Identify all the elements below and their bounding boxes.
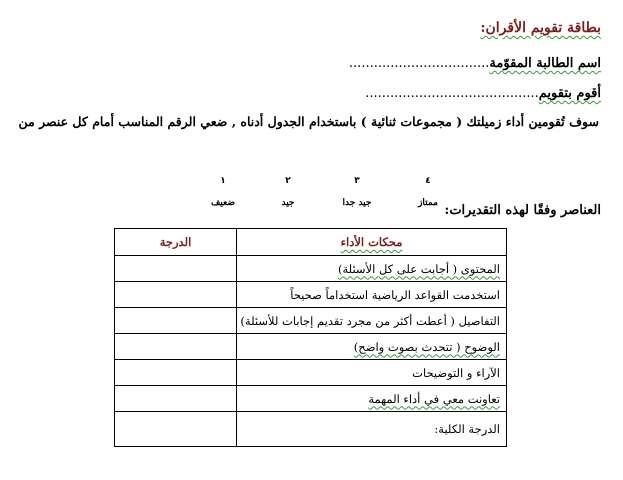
header-grade: الدرجة xyxy=(115,229,237,256)
grade-cell[interactable] xyxy=(115,256,237,282)
grade-cell[interactable] xyxy=(115,360,237,386)
grade-cell[interactable] xyxy=(115,334,237,360)
grade-cell[interactable] xyxy=(115,386,237,412)
table-row xyxy=(115,360,507,386)
evaluator-label: أقوم بتقويم xyxy=(538,86,601,101)
criterion-cell: المحتوى ( أجابت على كل الأسئلة) xyxy=(237,256,507,282)
scale-label: ممتاز xyxy=(418,198,438,208)
criterion-cell: الوضوح ( تتحدث بصوت واضح) xyxy=(237,334,507,360)
table-row xyxy=(115,386,507,412)
table-row xyxy=(115,256,507,282)
table-row xyxy=(115,282,507,308)
table-row xyxy=(115,308,507,334)
evaluation-table xyxy=(114,228,507,447)
scale-number: ١ xyxy=(220,176,226,186)
header-criteria: محكات الأداء xyxy=(237,229,507,256)
grade-cell[interactable] xyxy=(115,308,237,334)
grade-cell[interactable] xyxy=(115,282,237,308)
table-total-row xyxy=(115,412,507,447)
scale-weak xyxy=(178,176,268,212)
scale-label: جيد xyxy=(281,198,295,208)
scale-number: ٤ xyxy=(425,176,431,186)
scale-number: ٢ xyxy=(285,176,291,186)
criterion-cell: تعاونت معي في أداء المهمة xyxy=(237,386,507,412)
total-grade-cell[interactable] xyxy=(115,412,237,447)
table-header-row xyxy=(115,229,507,256)
scale-label: ضعيف xyxy=(210,198,236,208)
scale-label: جيد جدا xyxy=(342,198,372,208)
criterion-cell: التفاصيل ( أعطت أكثر من مجرد تقديم إجابات للأسئلة) xyxy=(237,308,507,334)
instructions-continuation: العناصر وفقًا لهذه التقديرات: xyxy=(444,203,601,218)
total-label-cell: الدرجة الكلية: xyxy=(237,412,507,447)
criterion-cell: الآراء و التوضيحات xyxy=(237,360,507,386)
table-row xyxy=(115,334,507,360)
criterion-cell: استخدمت القواعد الرياضية استخداماً صحيحاً xyxy=(237,282,507,308)
student-name-line xyxy=(349,56,601,71)
instructions-text: سوف تُقومين أداء زميلتك ( مجموعات ثنائية ) باستخدام الجدول أدناه , ضعي الرقم المناسب أمام كل عنصر من xyxy=(18,114,599,129)
evaluator-line xyxy=(365,86,601,101)
student-name-label: اسم الطالبة المقوّمة xyxy=(489,56,601,71)
student-name-blank[interactable]: .................................. xyxy=(348,56,490,71)
page-title: بطاقة تقويم الأقران: xyxy=(480,20,601,36)
scale-number: ٣ xyxy=(354,176,360,186)
evaluator-blank[interactable]: .......................................... xyxy=(365,86,539,101)
